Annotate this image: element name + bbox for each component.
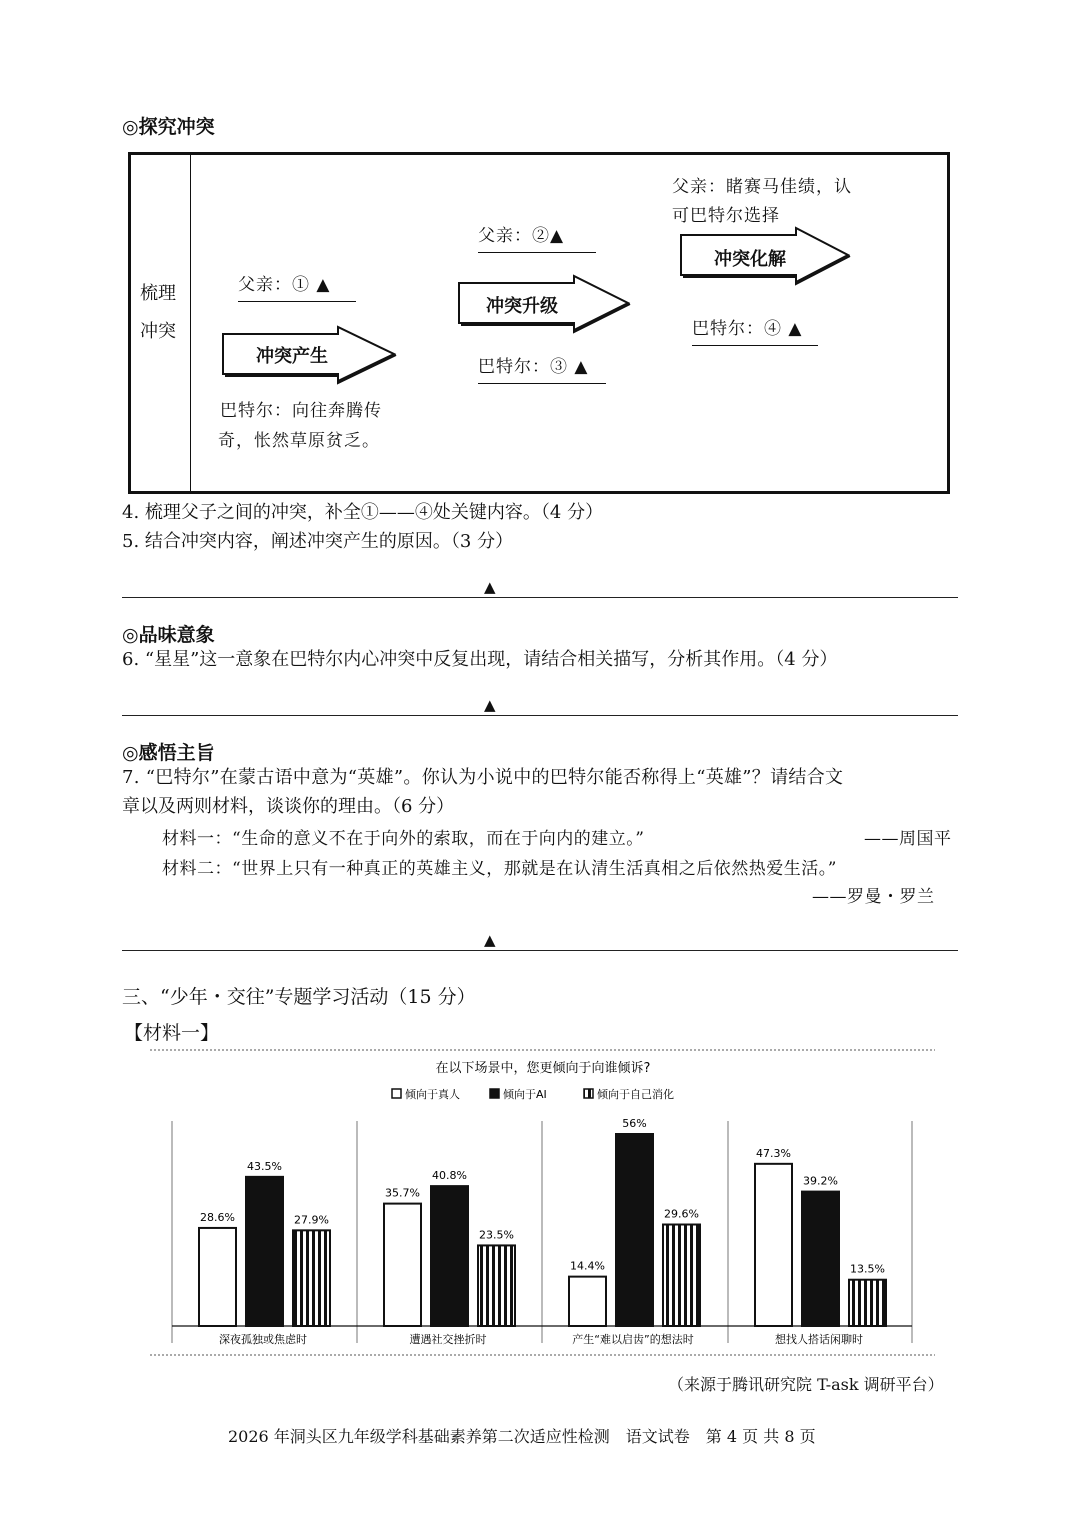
question-7-line1: 7. “巴特尔”在蒙古语中意为“英雄”。你认为小说中的巴特尔能否称得上“英雄”？请结合文 bbox=[122, 767, 844, 788]
stage3-bater-blank: 巴特尔：④ ▲ bbox=[692, 314, 818, 346]
chart-title: 在以下场景中，您更倾向于向谁倾诉? bbox=[435, 1061, 651, 1076]
section-heading-conflict: ◎探究冲突 bbox=[122, 116, 215, 138]
bar-label-2-3: 23.5% bbox=[479, 1228, 514, 1242]
bar-label-3-2: 56% bbox=[622, 1117, 647, 1130]
bar-label-1-1: 28.6% bbox=[200, 1210, 235, 1224]
answer-line-q7 bbox=[122, 950, 958, 951]
stage2-father-blank: 父亲：②▲ bbox=[478, 221, 596, 253]
arrow-label-conflict-arise: 冲突产生 bbox=[256, 346, 328, 367]
side-label-sort: 梳理 bbox=[140, 283, 176, 304]
legend-swatch-2 bbox=[490, 1089, 499, 1098]
bar-4-2 bbox=[802, 1192, 839, 1326]
bar-3-2 bbox=[616, 1134, 653, 1326]
bar-2-1 bbox=[384, 1204, 421, 1326]
stage1-bater-line1: 巴特尔：向往奔腾传 bbox=[220, 401, 382, 421]
stage3-father-line1: 父亲：睹赛马佳绩，认 bbox=[672, 177, 852, 197]
bar-2-3 bbox=[478, 1245, 515, 1326]
bar-label-1-2: 43.5% bbox=[247, 1159, 282, 1173]
bar-3-1 bbox=[569, 1277, 606, 1326]
legend-label-2: 倾向于AI bbox=[503, 1088, 547, 1101]
question-7-line2: 章以及两则材料，谈谈你的理由。（6 分） bbox=[122, 796, 455, 817]
bar-4-3 bbox=[849, 1280, 886, 1326]
answer-line-q5 bbox=[122, 597, 958, 598]
stage1-bater-line2: 奇，怅然草原贫乏。 bbox=[218, 431, 380, 451]
legend-label-1: 倾向于真人 bbox=[405, 1088, 460, 1101]
category-label-4: 想找人搭话闲聊时 bbox=[775, 1333, 863, 1346]
category-label-2: 遭遇社交挫折时 bbox=[409, 1333, 487, 1346]
stage1-father-blank: 父亲：① ▲ bbox=[238, 270, 356, 302]
bar-label-2-1: 35.7% bbox=[385, 1186, 420, 1200]
question-5: 5. 结合冲突内容，阐述冲突产生的原因。（3 分） bbox=[122, 531, 514, 552]
material-2-quote: 材料二：“世界上只有一种真正的英雄主义，那就是在认清生活真相之后依然热爱生活。” bbox=[162, 859, 837, 879]
side-label-conflict: 冲突 bbox=[140, 321, 176, 342]
bar-label-1-3: 27.9% bbox=[294, 1213, 329, 1227]
answer-mark-q5: ▲ bbox=[484, 578, 496, 596]
stage2-bater-blank: 巴特尔：③ ▲ bbox=[478, 352, 606, 384]
question-6: 6. “星星”这一意象在巴特尔内心冲突中反复出现，请结合相关描写，分析其作用。（4 分） bbox=[122, 649, 838, 670]
part-3-heading: 三、“少年・交往”专题学习活动（15 分） bbox=[122, 986, 476, 1008]
arrow-label-conflict-resolve: 冲突化解 bbox=[714, 249, 786, 270]
section-heading-imagery: ◎品味意象 bbox=[122, 624, 215, 646]
question-4: 4. 梳理父子之间的冲突，补全①——④处关键内容。（4 分） bbox=[122, 502, 604, 523]
survey-bar-chart bbox=[150, 1046, 940, 1364]
answer-mark-q7: ▲ bbox=[484, 931, 496, 949]
chart-legend bbox=[392, 1087, 674, 1101]
material-1-quote: 材料一：“生命的意义不在于向外的索取，而在于向内的建立。” bbox=[162, 829, 645, 849]
answer-line-q6 bbox=[122, 715, 958, 716]
bar-label-4-1: 47.3% bbox=[756, 1146, 791, 1160]
answer-mark-q6: ▲ bbox=[484, 696, 496, 714]
chart-panels bbox=[172, 1117, 912, 1346]
bar-label-2-2: 40.8% bbox=[432, 1169, 467, 1183]
legend-swatch-3 bbox=[584, 1089, 593, 1098]
bar-3-3 bbox=[663, 1225, 700, 1326]
arrow-label-conflict-escalate: 冲突升级 bbox=[486, 296, 558, 317]
bar-1-3 bbox=[293, 1230, 330, 1326]
bar-label-3-3: 29.6% bbox=[664, 1207, 699, 1221]
bar-4-1 bbox=[755, 1164, 792, 1326]
bar-label-4-2: 39.2% bbox=[803, 1174, 838, 1188]
bar-label-3-1: 14.4% bbox=[570, 1259, 605, 1273]
bar-1-2 bbox=[246, 1177, 283, 1326]
legend-swatch-1 bbox=[392, 1089, 401, 1098]
stage3-father-line2: 可巴特尔选择 bbox=[672, 206, 780, 226]
category-label-3: 产生“难以启齿”的想法时 bbox=[572, 1333, 694, 1346]
bar-label-4-3: 13.5% bbox=[850, 1262, 885, 1276]
category-label-1: 深夜孤独或焦虑时 bbox=[219, 1333, 307, 1346]
chart-source: （来源于腾讯研究院 T-ask 调研平台） bbox=[668, 1375, 944, 1394]
section-heading-theme: ◎感悟主旨 bbox=[122, 742, 215, 764]
bar-2-2 bbox=[431, 1186, 468, 1326]
legend-label-3: 倾向于自己消化 bbox=[597, 1088, 674, 1101]
box-divider bbox=[190, 155, 191, 492]
material-1-author: ——周国平 bbox=[864, 829, 952, 849]
material-label: 【材料一】 bbox=[124, 1022, 220, 1044]
material-2-author: ——罗曼・罗兰 bbox=[812, 887, 935, 907]
bar-1-1 bbox=[199, 1228, 236, 1326]
page-footer: 2026 年洞头区九年级学科基础素养第二次适应性检测 语文试卷 第 4 页 共 8 页 bbox=[228, 1427, 816, 1446]
